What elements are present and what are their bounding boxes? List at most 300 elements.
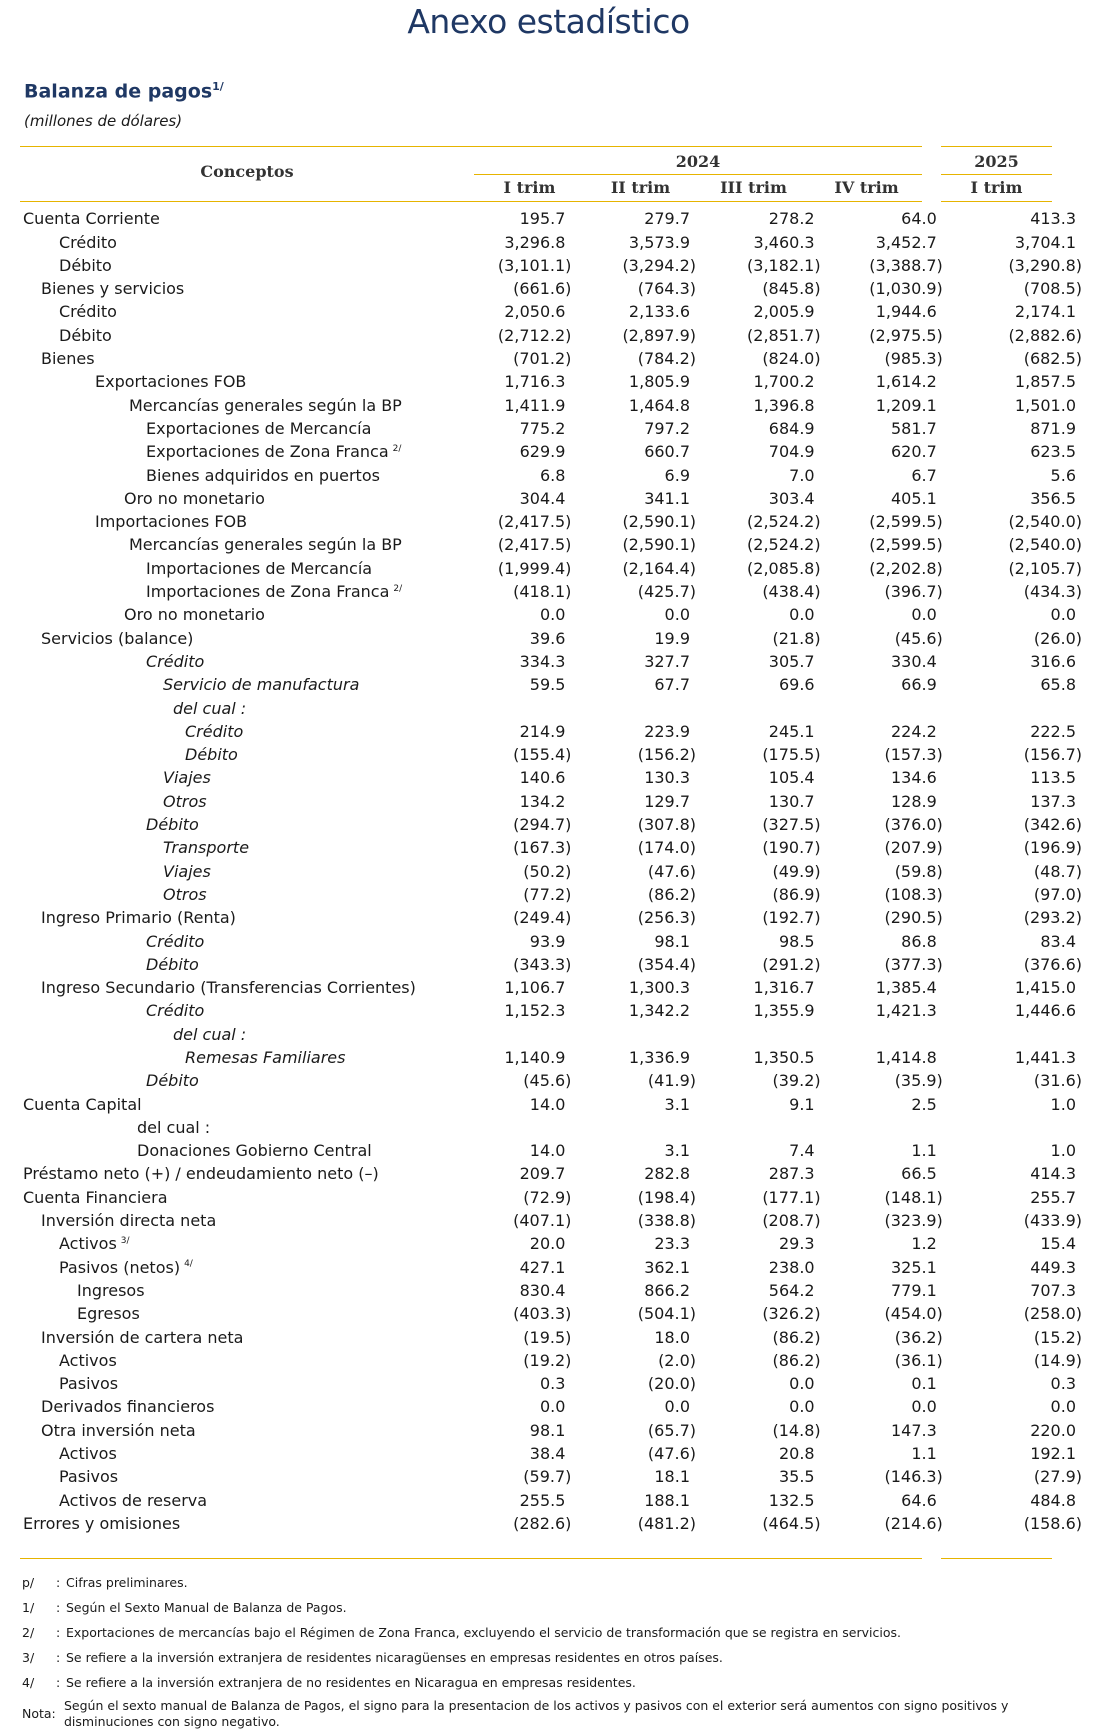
row-value: 59.5 <box>529 675 566 695</box>
row-value: (2,202.8) <box>869 558 943 578</box>
row-value: 2.5 <box>911 1094 937 1114</box>
row-value: 83.4 <box>1040 931 1076 951</box>
row-value: (207.9) <box>884 838 943 858</box>
row-value: 129.7 <box>644 791 690 811</box>
row-label <box>20 811 463 834</box>
row-value: 66.5 <box>901 1164 937 1184</box>
row-value: (214.6) <box>884 1513 943 1533</box>
table-row <box>20 601 1097 624</box>
row-value: 356.5 <box>1030 488 1076 508</box>
row-value: 0.0 <box>1050 605 1076 625</box>
row-label-text: Débito <box>185 745 238 765</box>
row-label-text: Mercancías generales según la BP <box>129 395 402 415</box>
row-label-text: Préstamo neto (+) / endeudamiento neto (–) <box>23 1164 379 1184</box>
header-bottom-rule-2025 <box>941 201 1052 202</box>
table-row <box>20 834 1097 857</box>
row-value: 0.0 <box>911 605 937 625</box>
row-value: 18.1 <box>654 1467 690 1487</box>
row-label <box>20 275 463 298</box>
column-gap <box>959 578 974 601</box>
row-value: (3,290.8) <box>1008 255 1082 275</box>
row-value: 334.3 <box>519 651 566 671</box>
row-label <box>20 1067 463 1090</box>
table-row <box>20 298 1097 321</box>
table-row <box>20 1114 1097 1137</box>
row-value: 704.9 <box>768 442 815 462</box>
row-value: 0.0 <box>539 1397 566 1417</box>
column-gap <box>959 461 974 484</box>
row-value: (3,182.1) <box>747 255 821 275</box>
table-row <box>20 415 1097 438</box>
row-value: 330.4 <box>890 651 937 671</box>
table-row <box>20 1370 1097 1393</box>
row-value: (21.8) <box>772 628 821 648</box>
row-value: 20.8 <box>778 1444 815 1464</box>
row-value: 65.8 <box>1040 675 1076 695</box>
row-value: (377.3) <box>884 954 943 974</box>
row-label <box>20 1393 463 1416</box>
column-gap <box>959 415 974 438</box>
table-body <box>20 205 1097 1533</box>
row-label <box>20 1044 463 1067</box>
row-value: 871.9 <box>1030 418 1076 438</box>
section-subtitle: (millones de dólares) <box>24 112 183 130</box>
row-value: (294.7) <box>513 815 572 835</box>
row-value: 1,414.8 <box>875 1047 937 1067</box>
row-value: (2,851.7) <box>747 325 821 345</box>
row-value: (291.2) <box>762 954 821 974</box>
table-row <box>20 927 1097 950</box>
row-value <box>973 1114 1097 1137</box>
row-label-text: Viajes <box>163 861 211 881</box>
row-label-text: Crédito <box>146 931 205 951</box>
row-label-text: Ingresos <box>77 1280 145 1300</box>
row-value: (3,388.7) <box>869 255 943 275</box>
year-2024-header: 2024 <box>675 152 721 171</box>
row-label-text: Activos <box>59 1350 117 1370</box>
row-label-text: Exportaciones FOB <box>95 372 247 392</box>
column-gap <box>959 1253 974 1276</box>
row-value: 287.3 <box>768 1164 815 1184</box>
row-value: 1,350.5 <box>753 1047 815 1067</box>
row-label-text: Exportaciones de Zona Franca <box>146 442 389 462</box>
row-label-text: Ingreso Primario (Renta) <box>41 908 236 928</box>
footnote-key: p/ <box>22 1575 35 1590</box>
table-row <box>20 904 1097 927</box>
row-value: (682.5) <box>1023 349 1082 369</box>
column-gap <box>959 1300 974 1323</box>
row-value: 1,501.0 <box>1014 395 1076 415</box>
row-value: 362.1 <box>644 1257 690 1277</box>
column-gap <box>959 974 974 997</box>
row-value: (845.8) <box>762 279 821 299</box>
row-label <box>20 1510 463 1533</box>
table-row <box>20 1207 1097 1230</box>
table-row <box>20 1020 1097 1043</box>
footnote-colon: : <box>56 1675 61 1690</box>
table-row <box>20 671 1097 694</box>
row-value: 3,460.3 <box>753 232 815 252</box>
row-value: (59.7) <box>523 1467 572 1487</box>
row-value: (14.8) <box>772 1420 821 1440</box>
row-value: 255.5 <box>519 1490 566 1510</box>
column-gap <box>959 228 974 251</box>
row-value: 1,446.6 <box>1014 1001 1076 1021</box>
column-gap <box>959 694 974 717</box>
table-row <box>20 1277 1097 1300</box>
row-value: (701.2) <box>513 349 572 369</box>
row-value: 188.1 <box>644 1490 690 1510</box>
concepts-header: Conceptos <box>200 162 294 181</box>
table-row <box>20 1486 1097 1509</box>
row-label <box>20 741 463 764</box>
row-value: (249.4) <box>513 908 572 928</box>
row-label-text: del cual : <box>173 698 247 718</box>
row-label-text: Remesas Familiares <box>185 1047 346 1067</box>
row-value: 67.7 <box>654 675 690 695</box>
row-value: (784.2) <box>637 349 696 369</box>
row-value: 1,464.8 <box>628 395 690 415</box>
row-value: 255.7 <box>1030 1187 1076 1207</box>
row-value <box>587 694 712 717</box>
row-value: (86.2) <box>772 1350 821 1370</box>
header-top-rule-2025 <box>941 146 1052 147</box>
row-value <box>463 1020 588 1043</box>
row-value: (19.2) <box>523 1350 572 1370</box>
row-label-text: Mercancías generales según la BP <box>129 535 402 555</box>
column-gap <box>959 1020 974 1043</box>
row-label-text: Crédito <box>59 232 117 252</box>
row-value: (27.9) <box>1033 1467 1082 1487</box>
table-row <box>20 368 1097 391</box>
table-row <box>20 1044 1097 1067</box>
row-label <box>20 415 463 438</box>
table-row <box>20 578 1097 601</box>
row-value: (258.0) <box>1023 1304 1082 1324</box>
row-value: 779.1 <box>890 1280 937 1300</box>
row-value: (293.2) <box>1023 908 1082 928</box>
row-label-text: Viajes <box>163 768 211 788</box>
row-value <box>587 1020 712 1043</box>
row-label <box>20 787 463 810</box>
row-value: 98.5 <box>778 931 815 951</box>
row-value: 2,050.6 <box>504 302 566 322</box>
row-label <box>20 764 463 787</box>
row-value: 0.0 <box>1050 1397 1076 1417</box>
column-gap <box>959 252 974 275</box>
row-value: 64.6 <box>901 1490 937 1510</box>
row-value: (2,599.5) <box>869 512 943 532</box>
row-value: (2.0) <box>658 1350 696 1370</box>
row-value: 1,336.9 <box>628 1047 690 1067</box>
row-label <box>20 1137 463 1160</box>
row-label-text: Cuenta Capital <box>23 1094 142 1114</box>
row-value: 305.7 <box>768 651 815 671</box>
row-value: (45.6) <box>523 1071 572 1091</box>
row-value: 775.2 <box>519 418 566 438</box>
row-value: 2,133.6 <box>628 302 690 322</box>
table-row <box>20 718 1097 741</box>
row-value: 866.2 <box>644 1280 690 1300</box>
row-value: (31.6) <box>1033 1071 1082 1091</box>
column-gap <box>959 205 974 228</box>
row-value: 14.0 <box>529 1141 566 1161</box>
row-label-text: del cual : <box>137 1117 211 1137</box>
row-value: 23.3 <box>654 1234 690 1254</box>
table-row <box>20 1253 1097 1276</box>
row-value: 3,573.9 <box>628 232 690 252</box>
table-row <box>20 624 1097 647</box>
row-value: (418.1) <box>513 582 572 602</box>
table-row <box>20 321 1097 344</box>
column-gap <box>959 1044 974 1067</box>
table-row <box>20 1510 1097 1533</box>
row-value: (2,417.5) <box>497 512 572 532</box>
row-value: 1,415.0 <box>1014 978 1076 998</box>
row-value: 0.0 <box>664 1397 690 1417</box>
table-bottom-rule <box>20 1558 922 1559</box>
row-label <box>20 321 463 344</box>
column-gap <box>959 1090 974 1113</box>
row-value: 1,944.6 <box>875 302 937 322</box>
row-value: 38.4 <box>529 1444 566 1464</box>
row-value: (464.5) <box>762 1513 821 1533</box>
row-value: 620.7 <box>890 442 937 462</box>
table-row <box>20 391 1097 414</box>
header-bottom-rule <box>20 201 922 202</box>
row-label-text: Activos <box>59 1444 117 1464</box>
table-row <box>20 764 1097 787</box>
row-value: 1.0 <box>1050 1141 1076 1161</box>
row-value: (327.5) <box>762 815 821 835</box>
footnote-text: Cifras preliminares. <box>66 1575 188 1590</box>
column-gap <box>959 531 974 554</box>
row-value: (433.9) <box>1023 1211 1082 1231</box>
column-gap <box>959 298 974 321</box>
row-value <box>463 694 588 717</box>
row-value: 224.2 <box>890 721 937 741</box>
row-label-text: Otros <box>163 791 207 811</box>
row-value: 209.7 <box>519 1164 566 1184</box>
row-value: 325.1 <box>890 1257 937 1277</box>
row-label <box>20 1020 463 1043</box>
row-value: 130.7 <box>768 791 815 811</box>
row-label <box>20 508 463 531</box>
row-value: 220.0 <box>1030 1420 1076 1440</box>
table-row <box>20 1183 1097 1206</box>
row-value: (15.2) <box>1033 1327 1082 1347</box>
table-row <box>20 228 1097 251</box>
table-row <box>20 997 1097 1020</box>
row-value: 35.5 <box>778 1467 815 1487</box>
row-value: (47.6) <box>647 861 696 881</box>
row-value: (343.3) <box>513 954 572 974</box>
row-value: 132.5 <box>768 1490 815 1510</box>
row-value: 2,005.9 <box>753 302 815 322</box>
row-label <box>20 1416 463 1439</box>
row-label-text: Cuenta Financiera <box>23 1187 168 1207</box>
table-row <box>20 787 1097 810</box>
row-value: 449.3 <box>1030 1257 1076 1277</box>
row-value <box>973 1020 1097 1043</box>
row-value: 130.3 <box>644 768 690 788</box>
row-value: (192.7) <box>762 908 821 928</box>
row-value: 1,614.2 <box>875 372 937 392</box>
row-value: (3,101.1) <box>497 255 572 275</box>
row-value: (48.7) <box>1033 861 1082 881</box>
row-label-text: Débito <box>146 815 199 835</box>
column-gap <box>959 997 974 1020</box>
row-value: 3,704.1 <box>1014 232 1076 252</box>
row-value: 195.7 <box>519 209 566 229</box>
quarter-header: III trim <box>720 178 787 197</box>
row-label-text: Otra inversión neta <box>41 1420 196 1440</box>
table-row <box>20 741 1097 764</box>
row-value: (35.9) <box>894 1071 943 1091</box>
row-value: 0.0 <box>539 605 566 625</box>
row-value: (41.9) <box>647 1071 696 1091</box>
footnote-text: Se refiere a la inversión extranjera de no residentes en Nicaragua en empresas residentes. <box>66 1675 636 1690</box>
row-value: 797.2 <box>644 418 690 438</box>
column-gap <box>959 648 974 671</box>
row-value: 0.0 <box>789 1374 815 1394</box>
table-row <box>20 1393 1097 1416</box>
row-value: (36.1) <box>894 1350 943 1370</box>
row-value: 5.6 <box>1050 465 1076 485</box>
row-label-text: Oro no monetario <box>124 488 265 508</box>
row-label-text: Cuenta Corriente <box>23 209 160 229</box>
row-value: 1,316.7 <box>753 978 815 998</box>
row-value: 1,421.3 <box>875 1001 937 1021</box>
row-footnote-ref: 2/ <box>392 443 402 454</box>
table-row <box>20 1137 1097 1160</box>
row-footnote-ref: 2/ <box>393 583 403 594</box>
row-value: 405.1 <box>890 488 937 508</box>
column-gap <box>959 741 974 764</box>
row-value: 9.1 <box>789 1094 815 1114</box>
row-label <box>20 671 463 694</box>
row-label-text: Pasivos <box>59 1374 119 1394</box>
row-label <box>20 345 463 368</box>
row-value: (175.5) <box>762 745 821 765</box>
row-label <box>20 205 463 228</box>
row-value: (2,712.2) <box>497 325 572 345</box>
column-gap <box>959 1370 974 1393</box>
row-value: 1,411.9 <box>504 395 566 415</box>
row-value: 105.4 <box>768 768 815 788</box>
column-gap <box>959 275 974 298</box>
row-value: 7.4 <box>789 1141 815 1161</box>
row-value: (396.7) <box>884 582 943 602</box>
row-label <box>20 228 463 251</box>
row-label <box>20 1160 463 1183</box>
row-value: (454.0) <box>884 1304 943 1324</box>
row-value: 238.0 <box>768 1257 815 1277</box>
table-row <box>20 1067 1097 1090</box>
row-value: 327.7 <box>644 651 690 671</box>
footnote-text: Exportaciones de mercancías bajo el Régimen de Zona Franca, excluyendo el servicio de transformación que se registra en servicios. <box>66 1625 901 1640</box>
row-value: (2,599.5) <box>869 535 943 555</box>
row-value: 222.5 <box>1030 721 1076 741</box>
row-value: 223.9 <box>644 721 690 741</box>
row-label-text: Importaciones FOB <box>95 512 248 532</box>
row-value <box>837 1114 959 1137</box>
row-value: 3,296.8 <box>504 232 566 252</box>
row-value: 245.1 <box>768 721 815 741</box>
row-value: (36.2) <box>894 1327 943 1347</box>
footnote-key: 3/ <box>22 1650 35 1665</box>
column-gap <box>959 834 974 857</box>
row-label <box>20 461 463 484</box>
row-label <box>20 857 463 880</box>
column-gap <box>959 391 974 414</box>
column-gap <box>959 1416 974 1439</box>
row-value <box>712 1114 837 1137</box>
row-value: 0.0 <box>911 1397 937 1417</box>
row-label <box>20 1090 463 1113</box>
row-label <box>20 1183 463 1206</box>
row-value: 20.0 <box>529 1234 566 1254</box>
row-value: 137.3 <box>1030 791 1076 811</box>
row-label <box>20 904 463 927</box>
row-label <box>20 438 463 461</box>
row-value: (19.5) <box>523 1327 572 1347</box>
table-row <box>20 485 1097 508</box>
table-row <box>20 694 1097 717</box>
row-value: (376.0) <box>884 815 943 835</box>
column-gap <box>959 764 974 787</box>
column-gap <box>959 508 974 531</box>
row-label-text: Oro no monetario <box>124 605 265 625</box>
row-value: 98.1 <box>529 1420 566 1440</box>
row-label <box>20 1114 463 1137</box>
footnote-colon: : <box>56 1575 61 1590</box>
row-value: 427.1 <box>519 1257 566 1277</box>
row-value: (407.1) <box>513 1211 572 1231</box>
row-value <box>712 694 837 717</box>
table-row <box>20 205 1097 228</box>
row-value: 0.3 <box>539 1374 566 1394</box>
row-value: (26.0) <box>1033 628 1082 648</box>
row-label-text: Crédito <box>146 1001 205 1021</box>
row-label-text: Exportaciones de Mercancía <box>146 418 372 438</box>
page-title: Anexo estadístico <box>407 2 690 41</box>
table-row <box>20 1416 1097 1439</box>
column-gap <box>959 1114 974 1137</box>
row-value: (39.2) <box>772 1071 821 1091</box>
column-gap <box>959 321 974 344</box>
column-gap <box>959 1277 974 1300</box>
row-footnote-ref: 4/ <box>184 1259 193 1270</box>
row-value: 1.0 <box>1050 1094 1076 1114</box>
row-value: (2,164.4) <box>622 558 696 578</box>
table-row <box>20 345 1097 368</box>
row-label <box>20 834 463 857</box>
row-value: 1,385.4 <box>875 978 937 998</box>
row-value: 2,174.1 <box>1014 302 1076 322</box>
row-value <box>837 1020 959 1043</box>
row-value: (177.1) <box>762 1187 821 1207</box>
column-gap <box>959 1510 974 1533</box>
row-label-text: Débito <box>146 1071 199 1091</box>
column-gap <box>959 438 974 461</box>
column-gap <box>959 1207 974 1230</box>
table-row <box>20 275 1097 298</box>
row-value: (2,417.5) <box>497 535 572 555</box>
row-value: (824.0) <box>762 349 821 369</box>
year-2025-rule <box>941 174 1052 175</box>
row-value: 303.4 <box>768 488 815 508</box>
